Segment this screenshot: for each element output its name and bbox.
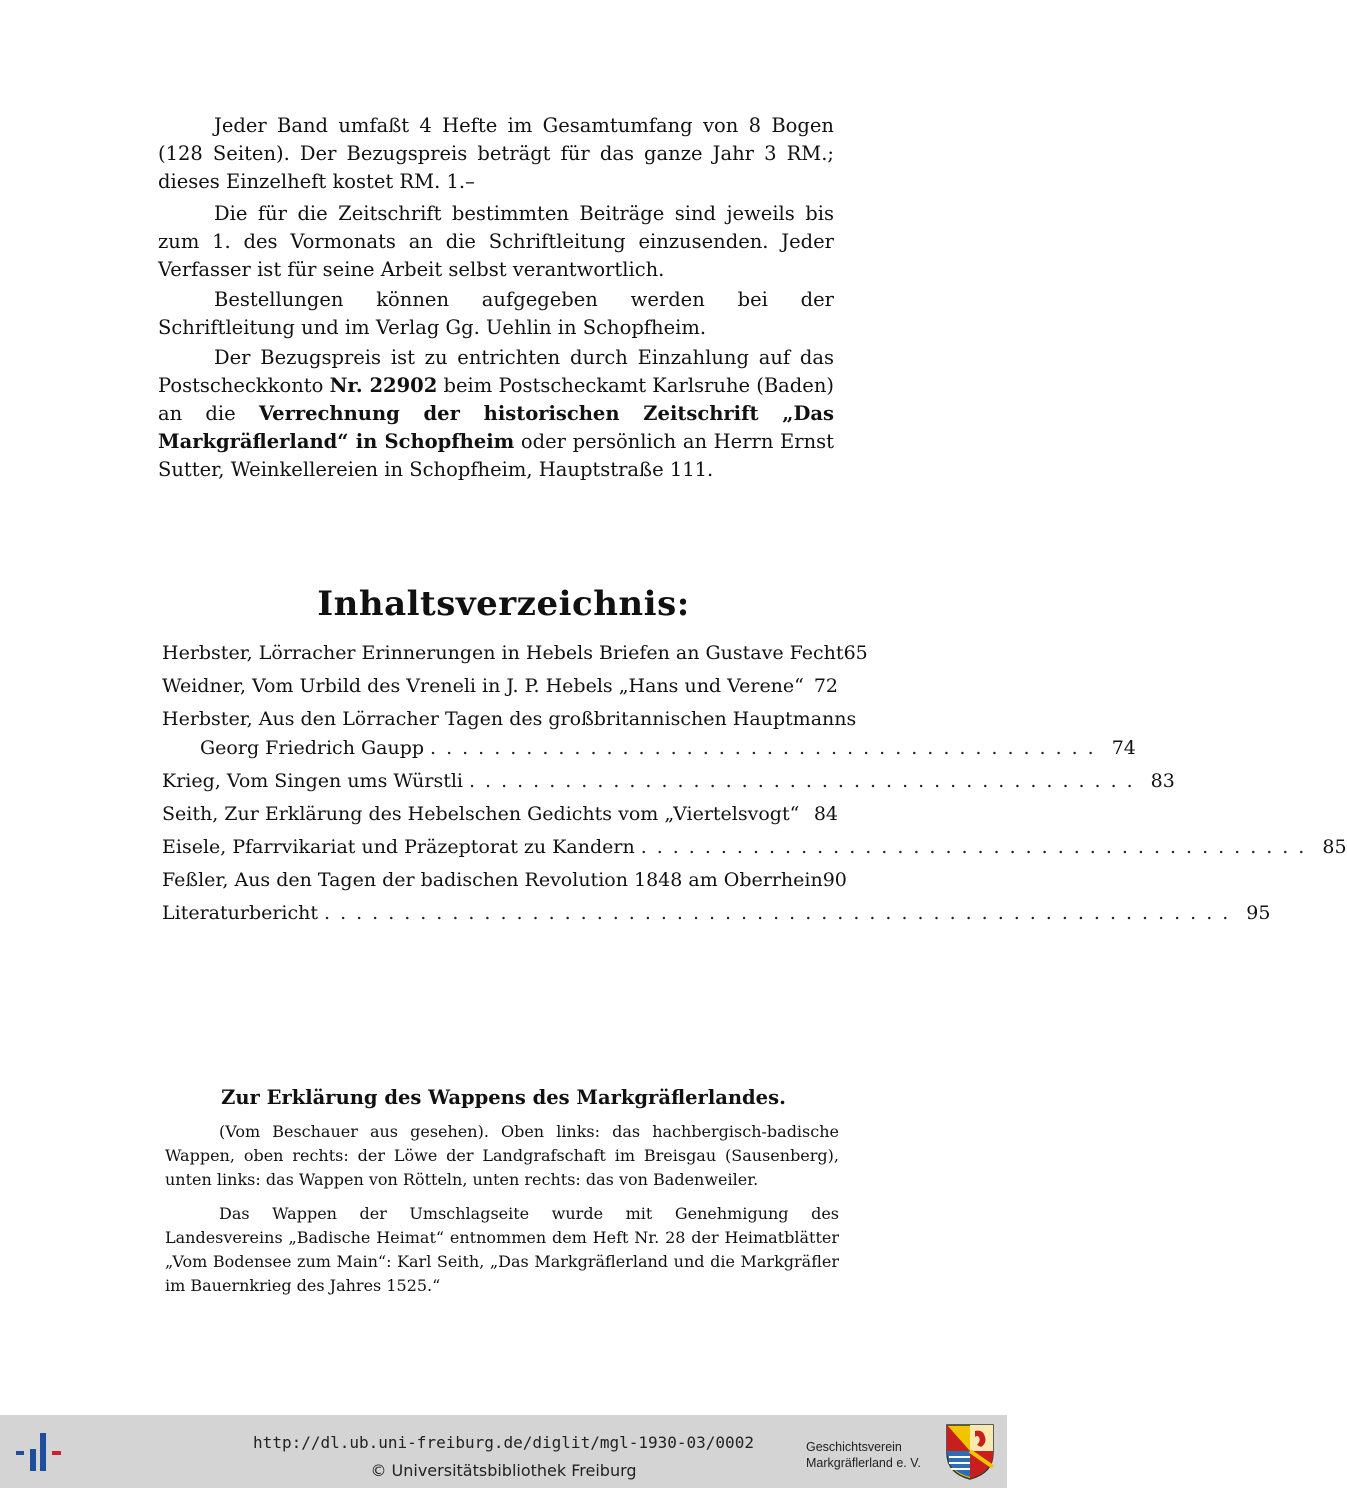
- toc-entry: [162, 770, 1175, 803]
- coat-of-arms-shield-icon: [945, 1423, 995, 1481]
- account-number: Nr. 22902: [329, 374, 438, 397]
- toc-entry: [162, 675, 838, 708]
- toc-entry-page: 74: [1111, 737, 1136, 759]
- coat-of-arms-heading: Zur Erklärung des Wappens des Markgräflerlandes.: [221, 1086, 786, 1109]
- arms-paragraph-1: (Vom Beschauer aus gesehen). Oben links: das hachbergisch-badische Wappen, oben rechts: der Löwe der Landgrafschaft im Breisgau (Sausenberg), unten links: das Wappen von Rötteln, unten rechts: das von Badenweiler.: [165, 1122, 839, 1189]
- toc-entry: [162, 737, 1136, 770]
- account-holder: Verrechnung der historischen Zeitschrift „Das Markgräflerland“ in Schopfheim: [158, 402, 834, 453]
- society-name-line-2: Markgräflerland e. V.: [806, 1456, 921, 1470]
- toc-entry-page: 90: [822, 869, 847, 891]
- toc-entry-title: Georg Friedrich Gaupp: [200, 737, 425, 759]
- toc-entry-title: Herbster, Lörracher Erinnerungen in Hebels Briefen an Gustave Fecht: [162, 642, 844, 664]
- intro-paragraph-2: Die für die Zeitschrift bestimmten Beiträge sind jeweils bis zum 1. des Vormonats an die Schriftleitung einzusenden. Jeder Verfasser ist für seine Arbeit selbst verantwortlich.: [158, 202, 834, 281]
- toc-entry: [162, 642, 868, 675]
- toc-entry-page: 95: [1246, 902, 1271, 924]
- toc-leader-dots: ..........................................: [430, 737, 1104, 759]
- toc-entry-title: Herbster, Aus den Lörracher Tagen des großbritannischen Hauptmanns: [162, 708, 857, 730]
- toc-entry-title: Feßler, Aus den Tagen der badischen Revolution 1848 am Oberrhein: [162, 869, 823, 891]
- toc-entry-title: Literaturbericht: [162, 902, 319, 924]
- toc-entry-page: 85: [1322, 836, 1347, 858]
- subscription-info: [158, 112, 834, 486]
- toc-entry-page: 65: [843, 642, 868, 664]
- society-name: [806, 1439, 941, 1471]
- intro-paragraph-1: Jeder Band umfaßt 4 Hefte im Gesamtumfang von 8 Bogen (128 Seiten). Der Bezugspreis beträgt für das ganze Jahr 3 RM.; dieses Einzelheft kostet RM. 1.–: [158, 114, 834, 193]
- toc-entry: [162, 803, 838, 836]
- toc-entry-page: 72: [813, 675, 838, 697]
- toc-entry-page: 84: [813, 803, 838, 825]
- toc-entry-title: Krieg, Vom Singen ums Würstli: [162, 770, 463, 792]
- toc-entry: [162, 902, 1271, 935]
- coat-of-arms-explanation: [165, 1120, 839, 1298]
- payment-text-a: Der Bezugspreis ist zu entrichten durch Einzahlung auf das Postscheckkonto: [158, 346, 834, 397]
- toc-entry-page: 83: [1150, 770, 1175, 792]
- toc-entry-title: Weidner, Vom Urbild des Vreneli in J. P. Hebels „Hans und Verene“: [162, 675, 804, 697]
- toc-entry: [162, 836, 1347, 869]
- copyright-notice: © Universitätsbibliothek Freiburg: [370, 1461, 637, 1480]
- toc-entry: [162, 708, 857, 737]
- toc-leader-dots: .........................................................: [324, 902, 1239, 924]
- toc-entry: [162, 869, 847, 902]
- toc-entry-title: Seith, Zur Erklärung des Hebelschen Gedichts vom „Viertelsvogt“: [162, 803, 800, 825]
- intro-paragraph-3: Bestellungen können aufgegeben werden bei der Schriftleitung und im Verlag Gg. Uehlin in Schopfheim.: [158, 288, 834, 339]
- society-name-line-1: Geschichtsverein: [806, 1440, 902, 1454]
- toc-entry-title: Eisele, Pfarrvikariat und Präzeptorat zu Kandern: [162, 836, 635, 858]
- payment-text-c: oder persönlich an Herrn Ernst Sutter, Weinkellereien in Schopfheim, Hauptstraße 111.: [158, 430, 834, 481]
- intro-paragraph-4: [158, 344, 834, 484]
- footer-bar: [0, 1415, 1007, 1488]
- toc-leader-dots: ..........................................: [469, 770, 1143, 792]
- toc-title: Inhaltsverzeichnis:: [317, 584, 690, 624]
- arms-paragraph-2: Das Wappen der Umschlagseite wurde mit Genehmigung des Landesvereins „Badische Heimat“ entnommen dem Heft Nr. 28 der Heimatblätter „Vom Bodensee zum Main“: Karl Seith, „Das Markgräflerland und die Markgräfler im Bauernkrieg des Jahres 1525.“: [165, 1204, 839, 1295]
- toc-leader-dots: ..........................................: [640, 836, 1315, 858]
- table-of-contents: [162, 642, 1347, 935]
- payment-text-b: beim Postscheckamt Karlsruhe (Baden) an die: [158, 374, 834, 425]
- permalink-url[interactable]: http://dl.ub.uni-freiburg.de/diglit/mgl-1930-03/0002: [253, 1433, 754, 1452]
